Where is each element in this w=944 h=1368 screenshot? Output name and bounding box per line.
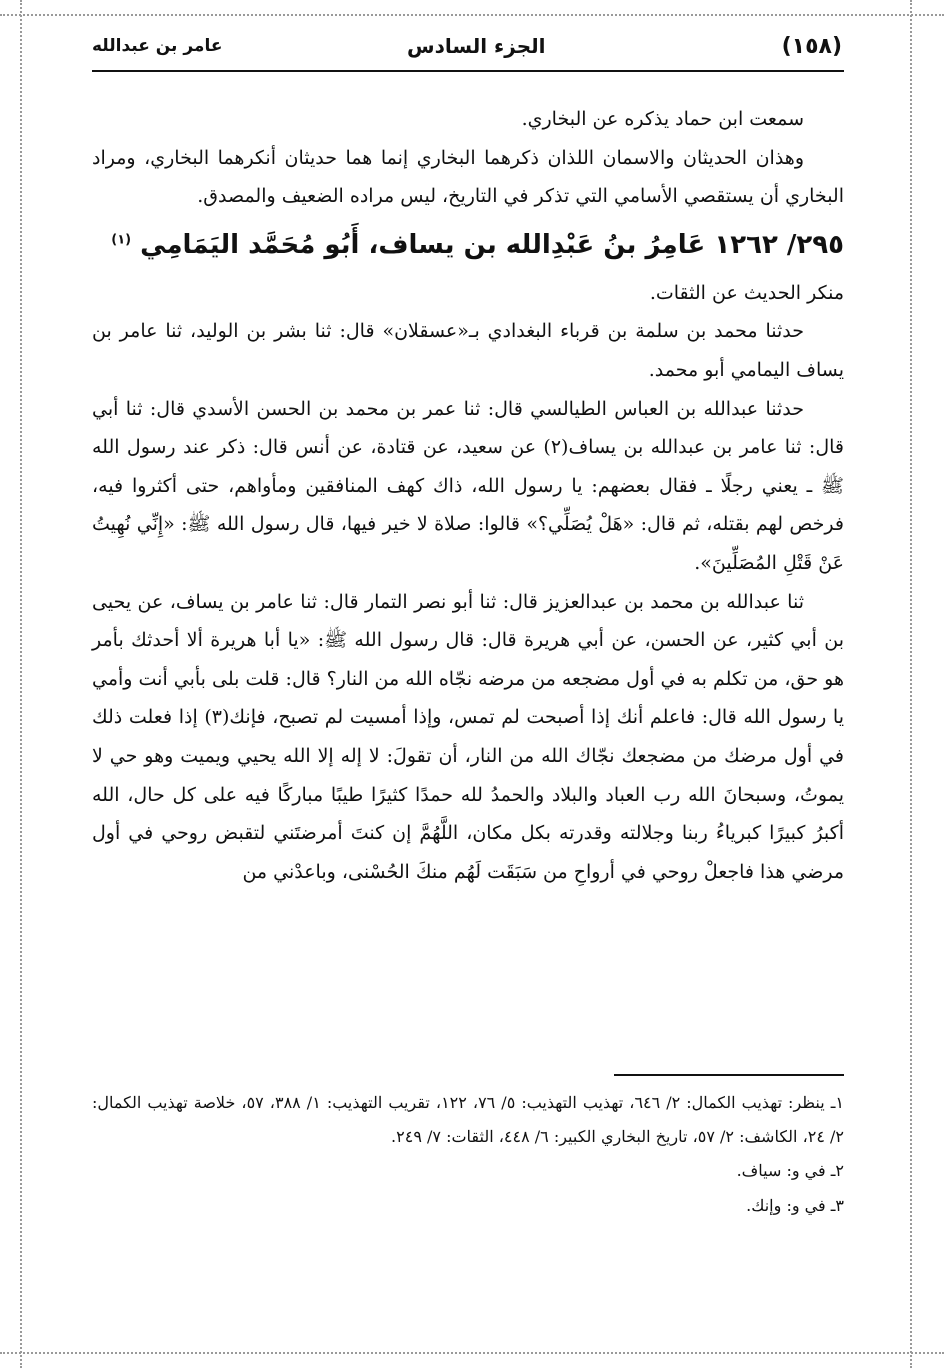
- paragraph: وهذان الحديثان والاسمان اللذان ذكرهما البخاري إنما هما حديثان أنكرهما البخاري، ومراد البخاري أن يستقصي الأسامي التي تذكر في التاريخ، ليس مراده الضعيف والمصدق.: [92, 146, 844, 208]
- paragraph: حدثنا عبدالله بن العباس الطيالسي قال: ثنا عمر بن محمد بن الحسن الأسدي قال: ثنا أبي قال: ثنا عامر بن عبدالله بن يساف(٢) عن سعيد، عن قتادة، عن أنس قال: ذكر عند رسول الله ﷺ ـ يعني رجلًا ـ فقال بعضهم: يا رسول الله، ذاك كهف المنافقين ومأواهم، حتى أكثروا فيه، فرخص لهم بقتله، ثم قال: «هَلْ يُصَلِّي؟» قالوا: صلاة لا خير فيها، قال رسول الله ﷺ: «إِنِّي نُهِيتُ عَنْ قَتْلِ المُصَلِّينَ».: [92, 397, 844, 574]
- paragraph: سمعت ابن حماد يذكره عن البخاري.: [521, 108, 804, 130]
- paragraph: حدثنا محمد بن سلمة بن قرباء البغدادي بـ«عسقلان» قال: ثنا بشر بن الوليد، ثنا عامر بن يساف اليمامي أبو محمد.: [92, 320, 844, 381]
- main-text: [92, 100, 844, 891]
- header-divider: [92, 70, 844, 72]
- scan-guide-top: [0, 14, 944, 16]
- entry-name-header: عامر بن عبدالله: [92, 36, 223, 56]
- entry-title: [92, 216, 844, 274]
- footnote: ١ـ ينظر: تهذيب الكمال: ٢/ ٦٤٦، تهذيب التهذيب: ٥/ ٧٦، ١٢٢، تقريب التهذيب: ١/ ٣٨٨، ٥٧، خلاصة تهذيب الكمال: ٢/ ٢٤، الكاشف: ٢/ ٥٧، تاريخ البخاري الكبير: ٦/ ٤٤٨، الثقات: ٧/ ٢٤٩.: [92, 1093, 844, 1147]
- paragraph: منكر الحديث عن الثقات.: [649, 281, 844, 304]
- footnote-divider: [614, 1074, 844, 1076]
- scan-guide-left: [20, 0, 22, 1368]
- paragraph: ثنا عبدالله بن محمد بن عبدالعزيز قال: ثنا أبو نصر التمار قال: ثنا عامر بن يساف، عن يحيى بن أبي كثير، عن الحسن، عن أبي هريرة قال: قال رسول الله ﷺ: «يا أبا هريرة ألا أحدثك بأمر هو حق، من تكلم به في أول مضجعه من مرضه نجّاه الله من النار؟ قال: قلت بلى بأبي أنت وأمي يا رسول الله قال: فاعلم أنك إذا أصبحت لم تمس، وإذا أمسيت لم تصبح، فإنك(٣) إذا فعلت ذلك في أول مرضك من مضجعك نجّاك الله من النار، أن تقولَ: لا إله إلا الله يحيي ويميت وهو حي لا يموتُ، وسبحانَ الله رب العباد والبلاد والحمدُ لله حمدًا كثيرًا طيبًا مباركًا فيه على كل حال، الله أكبرُ كبيرًا كبرياءُ ربنا وجلالته وقدرته بكل مكان، اللَّهُمَّ إن كنتَ أمرضتَني لتقبض روحي في أول مرضي هذا فاجعلْ روحي في أرواحِ من سَبَقَت لَهُم منكَ الحُسْنى، وباعدْني من: [92, 590, 844, 883]
- scan-guide-right: [910, 0, 912, 1368]
- volume-label: الجزء السادس: [407, 34, 546, 58]
- footnotes: [92, 1086, 844, 1223]
- entry-footnote-ref: (١): [111, 232, 132, 248]
- entry-title-text: ٢٩٥/ ١٢٦٢ عَامِرُ بنُ عَبْدِالله بن يساف، أَبُو مُحَمَّد اليَمَامِي: [140, 229, 844, 260]
- footnote: ٣ـ في و: وإنك.: [746, 1195, 844, 1215]
- running-header: [92, 30, 842, 70]
- footnote: ٢ـ في و: سياف.: [736, 1161, 844, 1181]
- scan-guide-bottom: [0, 1352, 944, 1354]
- page-number: (١٥٨): [781, 34, 842, 59]
